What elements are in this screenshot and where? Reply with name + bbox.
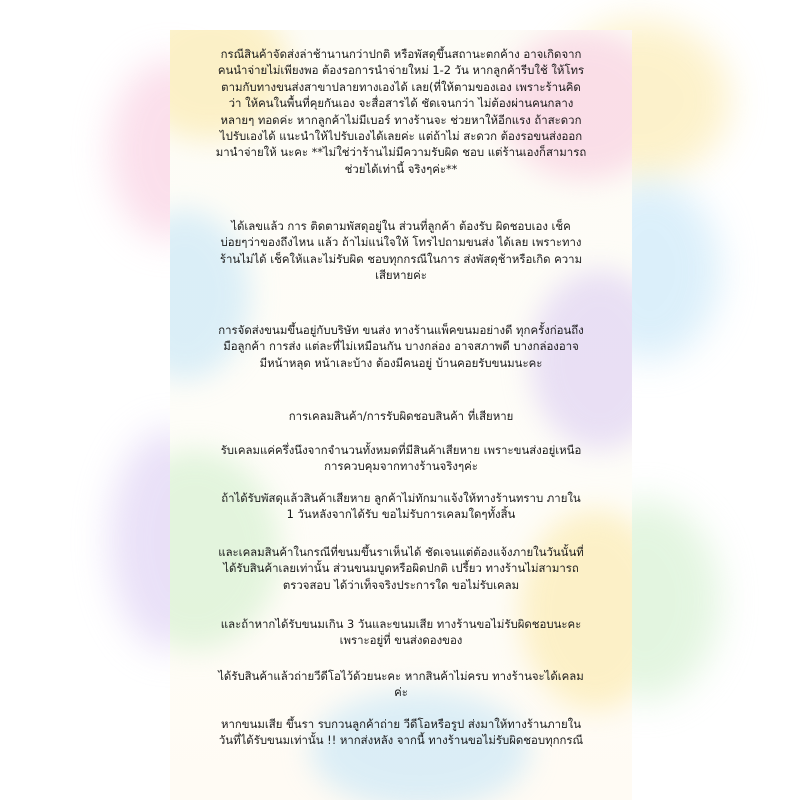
text-line: การควบคุมจากทางร้านจริงๆค่ะ [324,459,478,474]
text-line: 1 วันหลังจากได้รับ ขอไม่รับการเคลมใดๆทั้งสิ้น [286,507,516,522]
text-line: การเคลมสินค้า/การรับผิดชอบสินค้า ที่เสียหาย [288,409,514,423]
text-line: ตามกับทางขนส่งสาขาปลายทางเองได้ เลย(ที่ให้ตามของเอง เพราะร้านคิด [221,79,581,94]
text-line: ว่า ให้คนในพื้นที่คุยกันเอง จะสื่อสารได้ ชัดเจนกว่า ไม่ต้องผ่านคนกลาง [228,96,574,111]
paragraph-send-evidence [192,716,610,749]
text-line: เพราะอยู่ที่ ขนส่งดองของ [339,633,463,648]
text-line: หากขนมเสีย ขึ้นรา รบกวนลูกค้าถ่าย วีดีโอหรือรูป ส่งมาให้ทางร้านภายใน [220,717,581,731]
text-line: มานำจ่ายให้ นะคะ **ไม่ใช่ว่าร้านไม่มีความรับผิด ชอบ แต่ร้านเองก็สามารถ [215,145,587,160]
text-line: เสียหายค่ะ [375,268,427,283]
notice-text [170,30,632,800]
text-line: หลายๆ ทอดค่ะ หากลูกค้าไม่มีเบอร์ ทางร้านจะ ช่วยหาให้อีกแรง ถ้าสะดวก [220,112,582,127]
text-line: วันที่ได้รับขนมเท่านั้น !! หากส่งหลัง จากนี้ ทางร้านขอไม่รับผิดชอบทุกกรณี [218,733,584,748]
text-line: ได้เลขแล้ว การ ติดตามพัสดุอยู่ใน ส่วนที่ลูกค้า ต้องรับ ผิดชอบเอง เช็ค [231,219,571,233]
paragraph-mold-claim [192,544,610,593]
paragraph-delayed-delivery [192,46,610,177]
text-line: ได้รับสินค้าเลยเท่านั้น ส่วนขนมบูดหรือผิดปกติ เปรี้ยว ทางร้านไม่สามารถ [223,561,579,576]
text-line: มือลูกค้า การส่ง แต่ละที่ไม่เหมือนกัน บางกล่อง อาจสภาพดี บางกล่องอาจ [223,339,579,354]
text-line: ช่วยได้เท่านี้ จริงๆค่ะ** [344,161,458,176]
paragraph-three-days [192,616,610,649]
claims-heading [192,408,610,424]
paragraph-tracking [192,218,610,284]
text-line: ถ้าได้รับพัสดุแล้วสินค้าเสียหาย ลูกค้าไม่ทักมาแจ้งให้ทางร้านทราบ ภายใน [221,491,581,505]
text-line: บ่อยๆว่าของถึงไหน แล้ว ถ้าไม่แน่ใจให้ โทรไปถามขนส่ง ได้เลย เพราะทาง [220,235,582,250]
paragraph-shipping-condition [192,322,610,371]
text-line: กรณีสินค้าจัดส่งล่าช้านานกว่าปกติ หรือพัสดุขึ้นสถานะตกค้าง อาจเกิดจาก [220,47,582,61]
paragraph-report-within-one-day [192,490,610,523]
text-line: คนนำจ่ายไม่เพียงพอ ต้องรอการนำจ่ายใหม่ 1-2 วัน หากลูกค้ารีบใช้ ให้โทร [217,63,585,78]
text-line: และถ้าหากได้รับขนมเกิน 3 วันและขนมเสีย ทางร้านขอไม่รับผิดชอบนะคะ [220,617,582,631]
text-line: ค่ะ [394,685,408,700]
text-line: การจัดส่งขนมขึ้นอยู่กับบริษัท ขนส่ง ทางร้านแพ็คขนมอย่างดี ทุกครั้งก่อนถึง [218,323,584,337]
paragraph-half-claim [192,442,610,475]
text-line: มีหน้าหลุด หน้าเละบ้าง ต้องมีคนอยู่ บ้านคอยรับขนมนะคะ [259,355,543,370]
text-line: ตรวจสอบ ได้ว่าเท็จจริงประการใด ขอไม่รับเคลม [282,577,520,592]
text-line: และเคลมสินค้าในกรณีที่ขนมขึ้นราเห็นได้ ชัดเจนแต่ต้องแจ้งภายในวันนั้นที่ [218,545,584,559]
text-line: รับเคลมแค่ครึ่งนึงจากจำนวนทั้งหมดที่มีสินค้าเสียหาย เพราะขนส่งอยู่เหนือ [220,443,582,457]
text-line: ได้รับสินค้าแล้วถ่ายวีดีโอไว้ด้วยนะคะ หากสินค้าไม่ครบ ทางร้านจะได้เคลม [218,669,584,683]
text-line: ร้านไม่ได้ เช็คให้และไม่รับผิด ชอบทุกกรณีในการ ส่งพัสดุช้าหรือเกิด ความ [219,251,583,266]
text-line: ไปรับเองได้ แนะนำให้ไปรับเองได้เลยค่ะ แต่ถ้าไม่ สะดวก ต้องรอขนส่งออก [219,129,583,144]
notice-panel [170,30,632,800]
paragraph-record-video [192,668,610,701]
